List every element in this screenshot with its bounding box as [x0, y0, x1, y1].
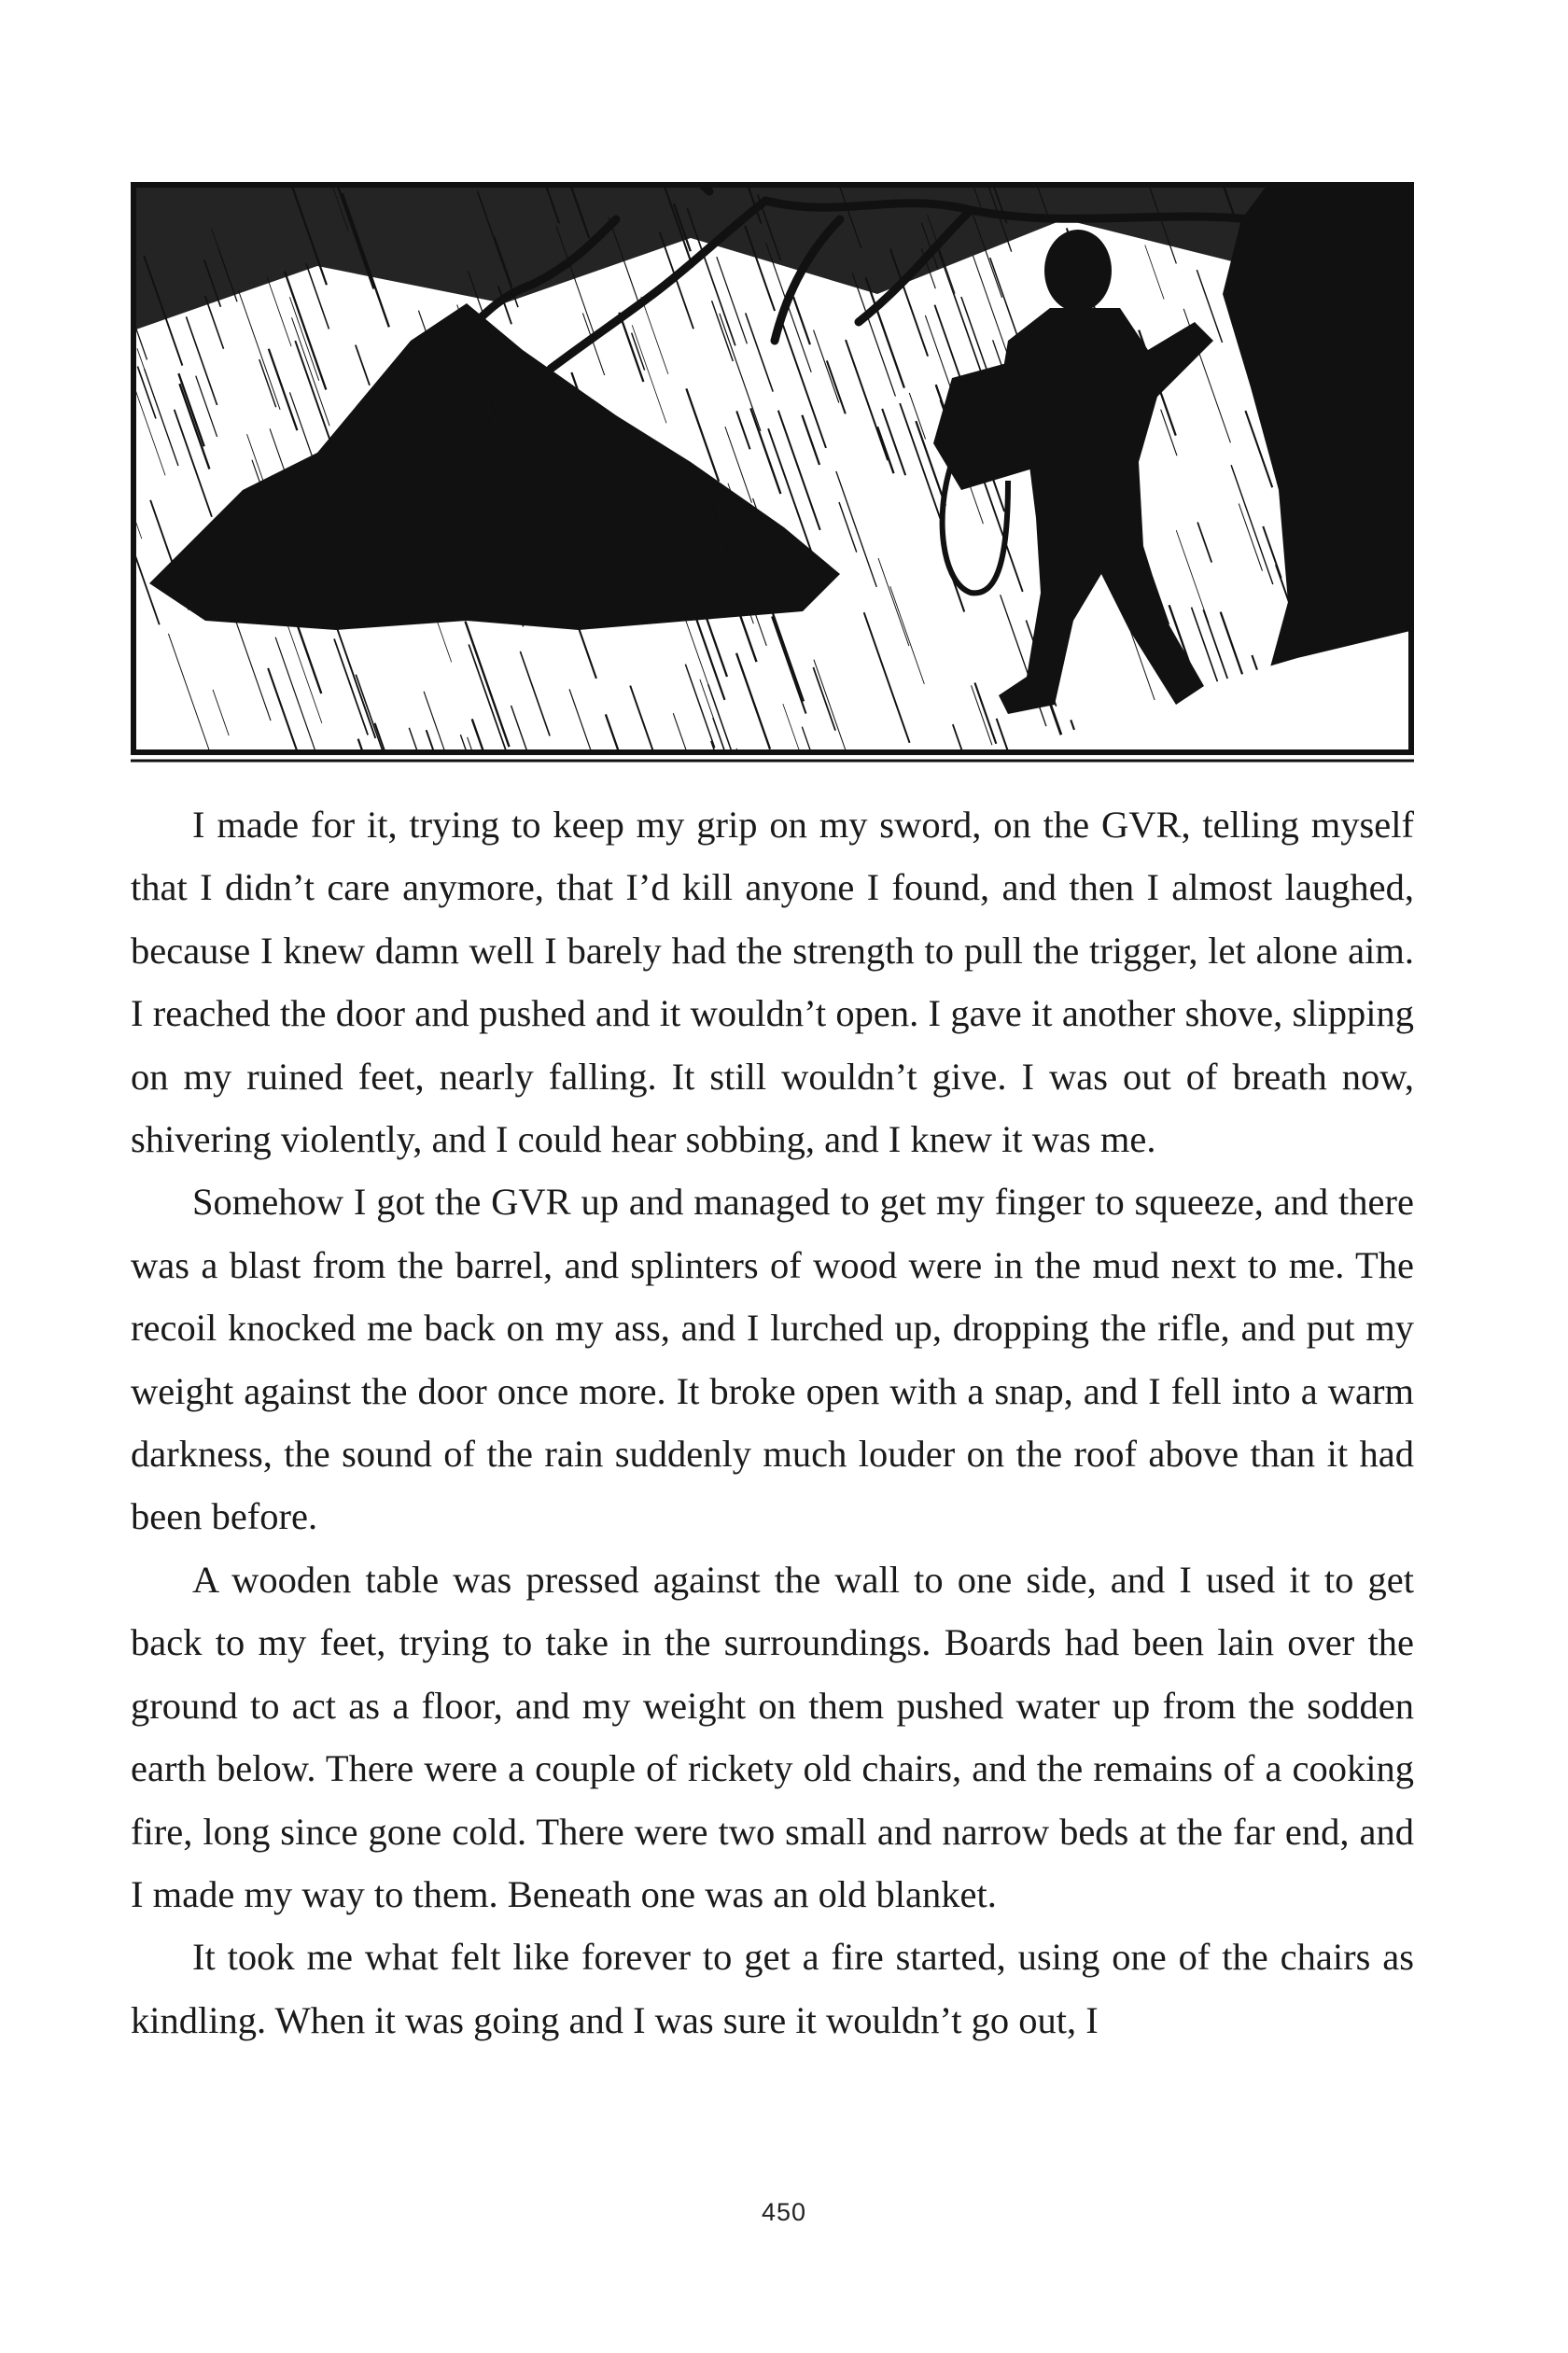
paragraph-1: I made for it, trying to keep my grip on my sword, on the GVR, telling myself that I didn’t care anymore, that I’d kill anyone I found, and then I almost laughed, because I knew damn well I barely had the strength to pull the trigger, let alone aim. I reached the door and pushed and it wouldn’t open. I gave it another shove, slipping on my ruined feet, nearly falling. It still wouldn’t give. I was out of breath now, shivering violently, and I could hear sobbing, and I knew it was me. [131, 804, 1414, 1161]
figure-head [1044, 230, 1112, 312]
paragraph-2: Somehow I got the GVR up and managed to get my finger to squeeze, and there was a blast from the barrel, and splinters of wood were in the mud next to me. The recoil knocked me back on my ass, and I lurched up, dropping the rifle, and put my weight against the door once more. It broke open with a snap, and I fell into a warm darkness, the sound of the rain suddenly much louder on the roof above than it had been before. [131, 1181, 1414, 1538]
paragraph-3: A wooden table was pressed against the wall to one side, and I used it to get back to my feet, trying to take in the surroundings. Boards had been lain over the ground to act as a floor, and my weight on them pushed water up from the sodden earth below. There were a couple of rickety old chairs, and the remains of a cooking fire, long since gone cold. There were two small and narrow beds at the far end, and I made my way to them. Beneath one was an old blanket. [131, 1558, 1414, 1915]
paragraph-4: It took me what felt like forever to get a fire started, using one of the chairs as kindling. When it was going and I was sure it wouldn’t go out, I [131, 1936, 1414, 2041]
page-number: 450 [761, 2198, 807, 2226]
rain-storm-illustration [131, 182, 1414, 770]
body-text [131, 793, 1414, 2052]
illustration-svg [131, 182, 1414, 770]
